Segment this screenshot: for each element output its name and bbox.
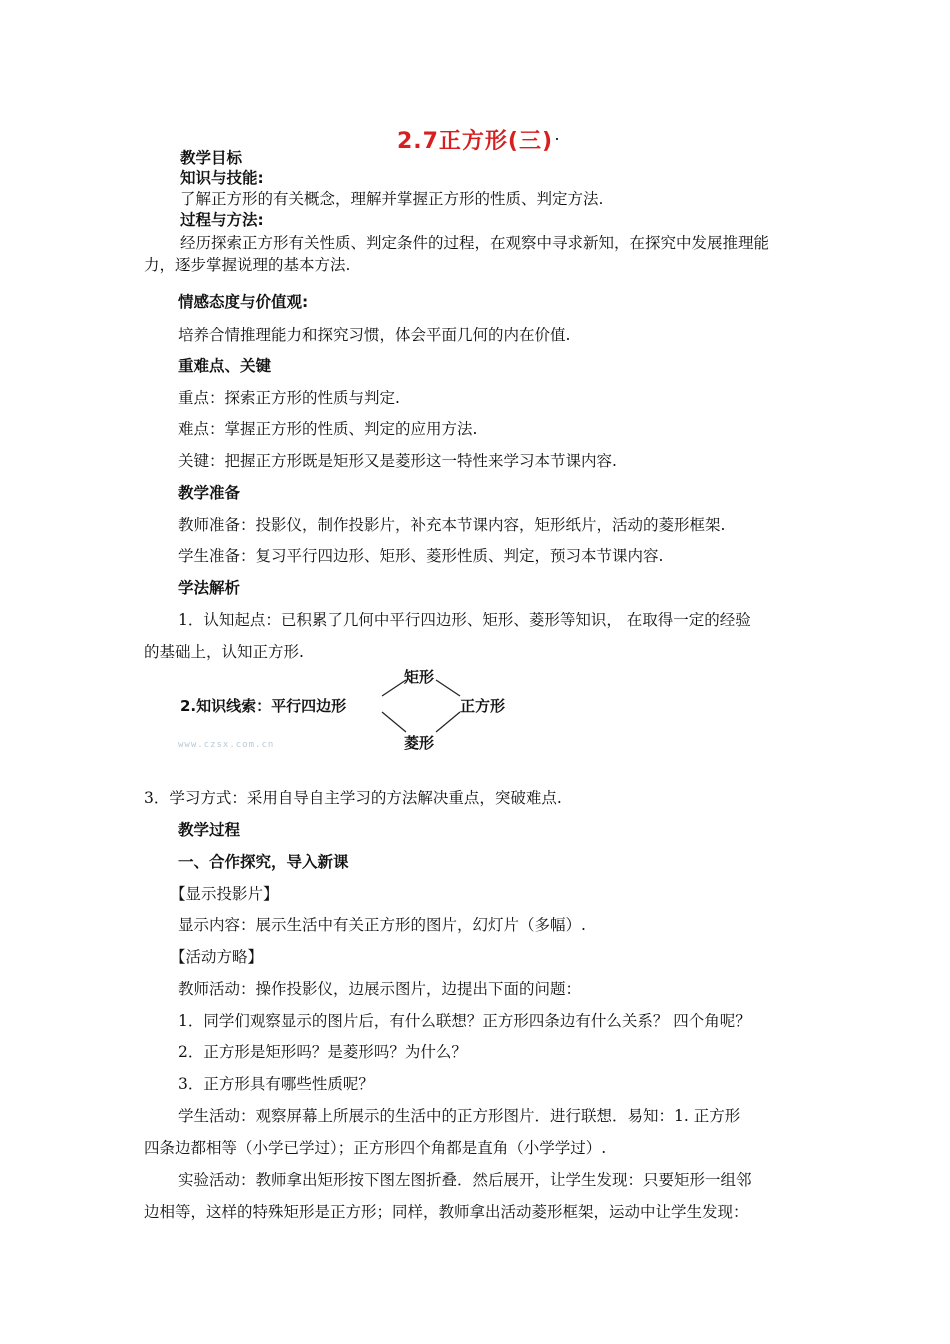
method-item1-line1: 1．认知起点：已积累了几何中平行四边形、矩形、菱形等知识， 在取得一定的经验 — [178, 611, 751, 629]
objectives-heading: 教学目标 — [180, 149, 243, 167]
question-1: 1．同学们观察显示的图片后，有什么联想？正方形四条边有什么关系？ 四个角呢？ — [178, 1012, 751, 1030]
keypoints-heading: 重难点、关键 — [178, 357, 272, 375]
knowledge-heading: 知识与技能: — [180, 169, 264, 187]
diagram-clue-label: 2.知识线索：平行四边形 — [180, 697, 347, 715]
method-heading: 学法解析 — [178, 579, 241, 597]
show-content: 显示内容：展示生活中有关正方形的图片，幻灯片（多幅）. — [178, 916, 586, 934]
question-2: 2．正方形是矩形吗？是菱形吗？为什么？ — [178, 1043, 467, 1061]
knowledge-clue-diagram — [170, 660, 530, 760]
student-activity-line1: 学生活动：观察屏幕上所展示的生活中的正方形图片．进行联想．易知：1. 正方形 — [178, 1107, 741, 1125]
keypoint-key: 关键：把握正方形既是矩形又是菱形这一特性来学习本节课内容. — [178, 452, 617, 470]
show-slide-tag: 【显示投影片】 — [170, 885, 279, 903]
diagram-node-rectangle: 矩形 — [404, 668, 435, 686]
title-mark — [556, 138, 558, 140]
diagram-node-square: 正方形 — [460, 697, 506, 715]
question-3: 3．正方形具有哪些性质呢？ — [178, 1075, 374, 1093]
knowledge-text: 了解正方形的有关概念，理解并掌握正方形的性质、判定方法. — [180, 190, 604, 208]
process-heading: 教学过程 — [178, 821, 241, 839]
teacher-activity: 教师活动：操作投影仪，边展示图片，边提出下面的问题： — [178, 980, 582, 998]
keypoint-focus: 重点：探索正方形的性质与判定. — [178, 389, 400, 407]
document-title: 2.7正方形(三) — [396, 129, 554, 154]
process-method-text-2: 力，逐步掌握说理的基本方法. — [144, 256, 351, 274]
keypoint-difficulty: 难点：掌握正方形的性质、判定的应用方法. — [178, 420, 478, 438]
process-section1: 一、合作探究，导入新课 — [178, 853, 349, 871]
activity-strategy-tag: 【活动方略】 — [170, 948, 264, 966]
preparation-teacher: 教师准备：投影仪，制作投影片，补充本节课内容，矩形纸片，活动的菱形框架. — [178, 516, 726, 534]
method-item3: 3．学习方式：采用自导自主学习的方法解决重点，突破难点. — [144, 789, 562, 807]
diagram-node-rhombus: 菱形 — [404, 734, 435, 752]
emotion-heading: 情感态度与价值观: — [178, 293, 309, 311]
experiment-line2: 边相等，这样的特殊矩形是正方形；同样，教师拿出活动菱形框架，运动中让学生发现： — [144, 1203, 749, 1221]
preparation-heading: 教学准备 — [178, 484, 241, 502]
process-method-text-1: 经历探索正方形有关性质、判定条件的过程，在观察中寻求新知，在探究中发展推理能 — [180, 234, 770, 252]
diagram-watermark: www.czsx.com.cn — [178, 740, 275, 750]
student-activity-line2: 四条边都相等（小学已学过）；正方形四个角都是直角（小学学过）. — [144, 1139, 607, 1157]
preparation-student: 学生准备：复习平行四边形、矩形、菱形性质、判定，预习本节课内容. — [178, 547, 664, 565]
emotion-text: 培养合情推理能力和探究习惯，体会平面几何的内在价值. — [178, 326, 571, 344]
process-method-heading: 过程与方法: — [180, 211, 264, 229]
experiment-line1: 实验活动：教师拿出矩形按下图左图折叠．然后展开，让学生发现：只要矩形一组邻 — [178, 1171, 752, 1189]
method-item1-line2: 的基础上，认知正方形. — [144, 643, 304, 661]
